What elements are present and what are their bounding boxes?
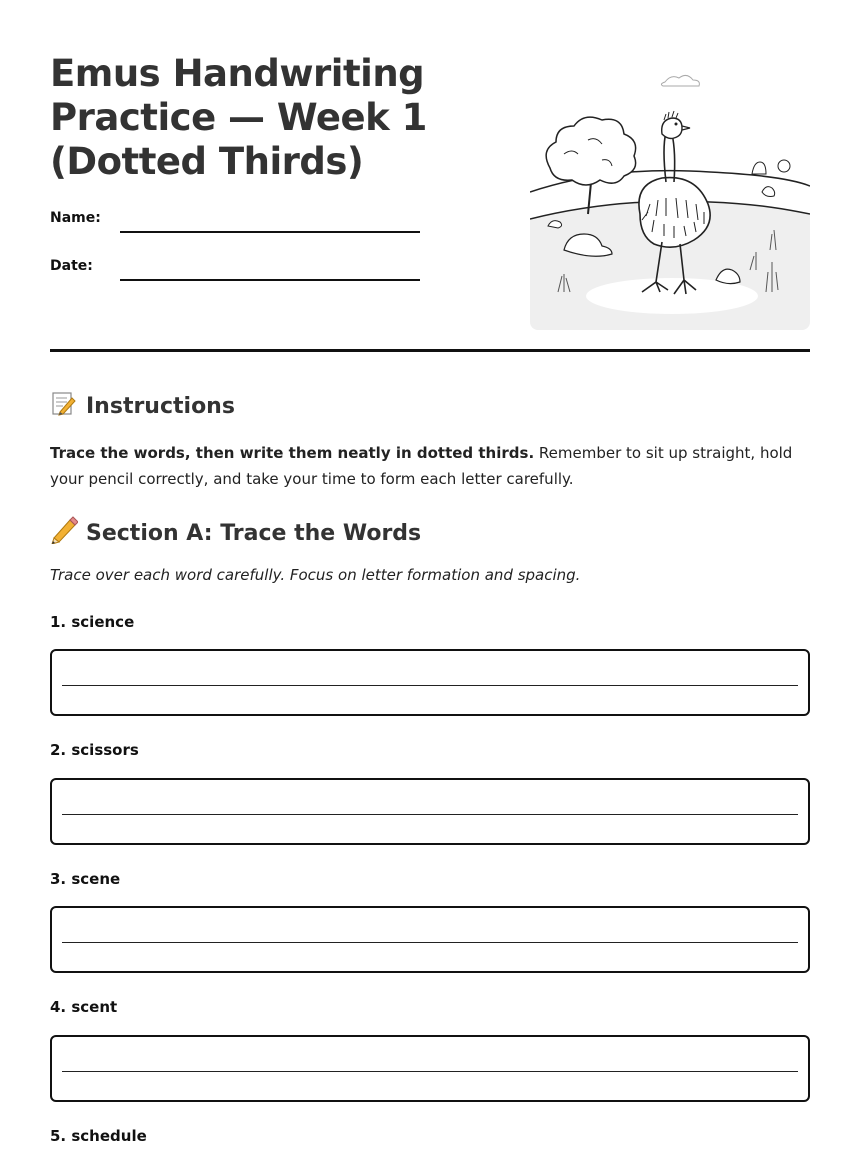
title-line-1: Emus Handwriting xyxy=(50,52,425,95)
title-line-2: Practice — Week 1 xyxy=(50,96,427,139)
instructions-bold: Trace the words, then write them neatly in dotted thirds. xyxy=(50,444,535,462)
trace-box-2[interactable] xyxy=(50,778,810,845)
guide-line xyxy=(62,1071,798,1072)
header-divider xyxy=(50,349,810,352)
title-line-3: (Dotted Thirds) xyxy=(50,140,364,183)
emu-illustration xyxy=(530,64,810,330)
word-label-1: 1. science xyxy=(50,613,135,631)
page-title xyxy=(50,52,450,184)
section-a-heading-text: Section A: Trace the Words xyxy=(86,520,422,546)
trace-box-3[interactable] xyxy=(50,906,810,973)
name-write-line[interactable] xyxy=(120,231,420,233)
guide-line xyxy=(62,685,798,686)
name-label: Name: xyxy=(50,210,101,226)
instructions-text xyxy=(50,440,810,492)
instructions-body: Remember to sit up straight, hold your pencil correctly, and take your time to form each letter carefully. xyxy=(50,444,793,488)
trace-box-4[interactable] xyxy=(50,1035,810,1102)
date-write-line[interactable] xyxy=(120,279,420,281)
date-label: Date: xyxy=(50,258,93,274)
word-label-2: 2. scissors xyxy=(50,741,139,759)
emu-scene-svg xyxy=(530,64,810,330)
instructions-heading-text: Instructions xyxy=(86,393,235,419)
section-a-heading xyxy=(50,516,421,550)
worksheet-header xyxy=(50,52,450,274)
word-label-3: 3. scene xyxy=(50,870,121,888)
trace-box-1[interactable] xyxy=(50,649,810,716)
word-label-5: 5. schedule xyxy=(50,1127,147,1145)
guide-line xyxy=(62,942,798,943)
memo-pencil-icon xyxy=(50,390,78,422)
section-a-subtitle: Trace over each word carefully. Focus on letter formation and spacing. xyxy=(50,566,581,584)
pencil-icon xyxy=(50,516,78,550)
instructions-heading xyxy=(50,390,235,422)
word-label-4: 4. scent xyxy=(50,998,118,1016)
guide-line xyxy=(62,814,798,815)
